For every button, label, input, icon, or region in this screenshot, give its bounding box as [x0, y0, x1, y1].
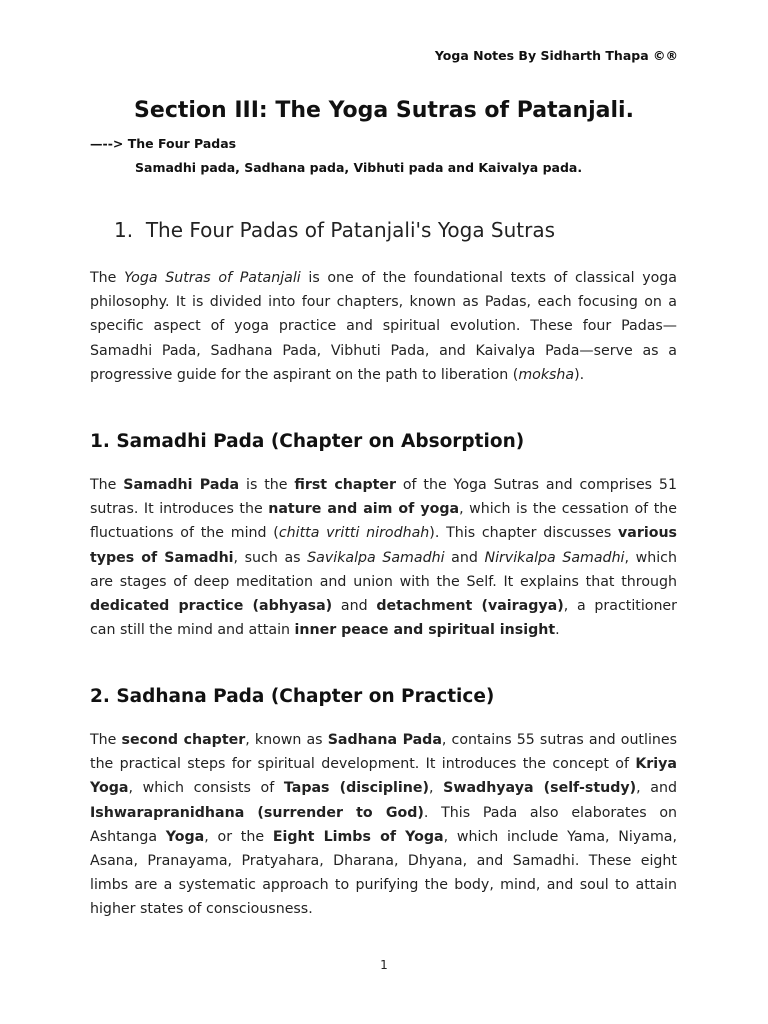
subhead-arrow: —--> The Four Padas: [90, 136, 237, 151]
section-title: The Four Padas of Patanjali's Yoga Sutras: [145, 218, 556, 242]
section-number: 1.: [114, 218, 134, 242]
intro-paragraph: The Yoga Sutras of Patanjali is one of the foundational texts of classical yoga philosophy. It is divided into four chapters, known as Padas, each focusing on a specific aspect of yoga practice and spiritual evolution. These four Padas—Samadhi Pada, Sadhana Pada, Vibhuti Pada, and Kaivalya Pada—serve as a progressive guide for the aspirant on the path to liberation (moksha).: [90, 270, 677, 383]
subhead-pada-list: Samadhi pada, Sadhana pada, Vibhuti pada and Kaivalya pada.: [135, 160, 583, 175]
sadhana-pada-heading: 2. Sadhana Pada (Chapter on Practice): [90, 686, 495, 707]
page-title: Section III: The Yoga Sutras of Patanjali.: [134, 98, 634, 123]
section-heading-four-padas: [114, 218, 555, 242]
samadhi-pada-heading: 1. Samadhi Pada (Chapter on Absorption): [90, 431, 525, 452]
page-number: 1: [380, 958, 388, 972]
header-note: Yoga Notes By Sidharth Thapa ©®: [434, 48, 678, 63]
samadhi-pada-paragraph: The Samadhi Pada is the first chapter of the Yoga Sutras and comprises 51 sutras. It introduces the nature and aim of yoga, which is the cessation of the fluctuations of the mind (chitta vritti nirodhah). This chapter discusses various types of Samadhi, such as Savikalpa Samadhi and Nirvikalpa Samadhi, which are stages of deep meditation and union with the Self. It explains that through dedicated practice (abhyasa) and detachment (vairagya), a practitioner can still the mind and attain inner peace and spiritual insight.: [90, 477, 678, 639]
sadhana-pada-paragraph: The second chapter, known as Sadhana Pada, contains 55 sutras and outlines the practical steps for spiritual development. It introduces the concept of Kriya Yoga, which consists of Tapas (discipline), Swadhyaya (self-study), and Ishwarapranidhana (surrender to God). This Pada also elaborates on Ashtanga Yoga, or the Eight Limbs of Yoga, which include Yama, Niyama, Asana, Pranayama, Pratyahara, Dharana, Dhyana, and Samadhi. These eight limbs are a systematic approach to purifying the body, mind, and soul to attain higher states of consciousness.: [90, 732, 677, 918]
